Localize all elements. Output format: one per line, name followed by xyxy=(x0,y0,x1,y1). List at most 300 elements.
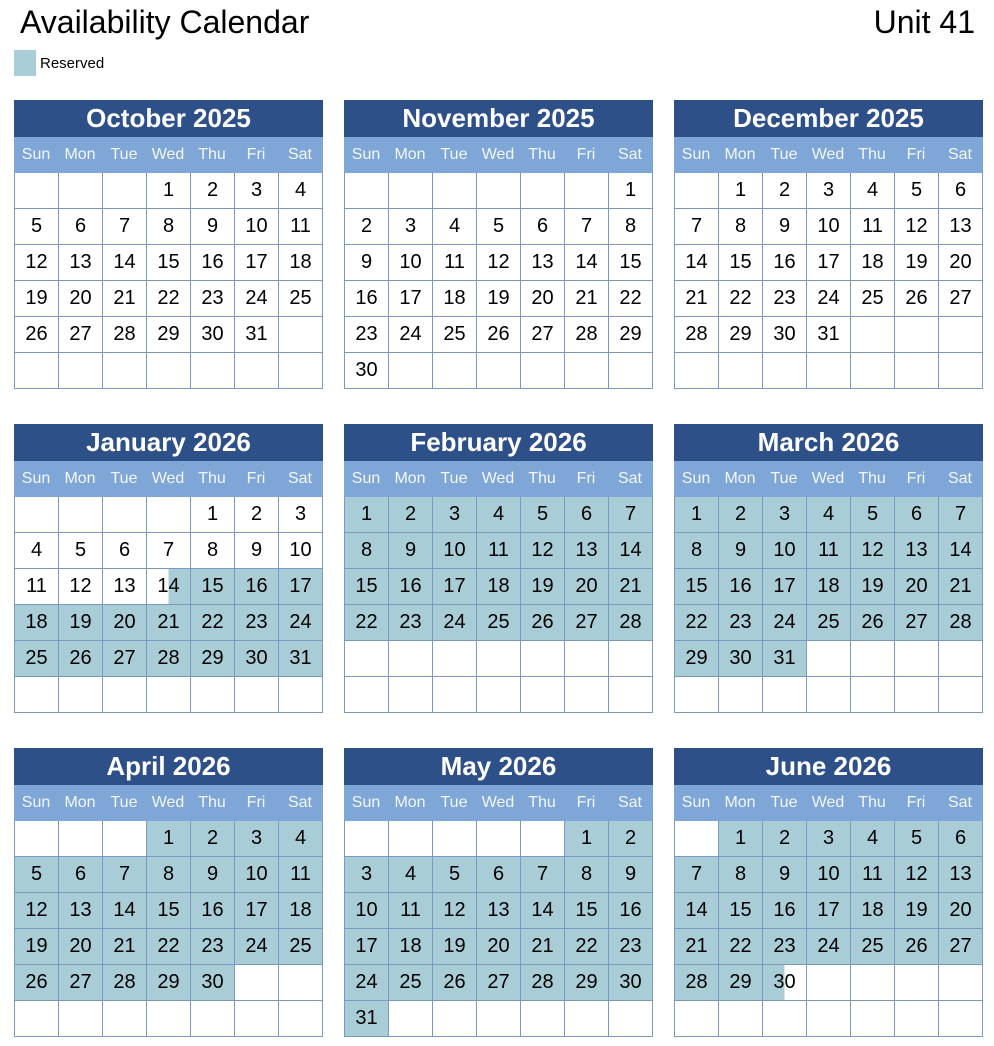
day-cell: 8 xyxy=(565,857,609,893)
weekday-label: Thu xyxy=(528,146,556,163)
day-cell: 5 xyxy=(433,857,477,893)
weekday-label: Sat xyxy=(947,470,972,487)
day-cell: 17 xyxy=(807,245,851,281)
empty-cell xyxy=(15,353,59,389)
day-cell: 19 xyxy=(895,893,939,929)
day-cell: 25 xyxy=(807,605,851,641)
weekday-header xyxy=(14,785,323,821)
weekday-header xyxy=(674,785,983,821)
day-cell: 19 xyxy=(15,929,59,965)
day-cell: 3 xyxy=(763,497,807,533)
day-cell: 9 xyxy=(719,533,763,569)
day-cell: 3 xyxy=(235,821,279,857)
empty-cell xyxy=(147,353,191,389)
day-grid xyxy=(344,173,653,389)
day-cell: 28 xyxy=(675,965,719,1001)
day-cell: 23 xyxy=(345,317,389,353)
day-cell: 8 xyxy=(609,209,653,245)
empty-cell xyxy=(147,1001,191,1037)
day-cell: 26 xyxy=(59,641,103,677)
weekday-label: Sat xyxy=(287,146,312,163)
empty-cell xyxy=(59,821,103,857)
empty-cell xyxy=(939,677,983,713)
day-cell: 25 xyxy=(851,929,895,965)
empty-cell xyxy=(609,641,653,677)
day-cell: 5 xyxy=(851,497,895,533)
day-cell: 16 xyxy=(609,893,653,929)
day-cell: 9 xyxy=(345,245,389,281)
day-cell: 12 xyxy=(851,533,895,569)
day-cell: 27 xyxy=(103,641,147,677)
weekday-header xyxy=(344,137,653,173)
day-cell: 28 xyxy=(565,317,609,353)
day-cell: 18 xyxy=(807,569,851,605)
empty-cell xyxy=(103,1001,147,1037)
day-cell: 18 xyxy=(477,569,521,605)
empty-cell xyxy=(59,1001,103,1037)
day-cell: 28 xyxy=(939,605,983,641)
weekday-label: Sun xyxy=(681,470,711,487)
day-cell: 12 xyxy=(895,857,939,893)
empty-cell xyxy=(675,353,719,389)
weekday-label: Thu xyxy=(528,794,556,811)
day-cell: 20 xyxy=(59,929,103,965)
day-cell: 30 xyxy=(191,317,235,353)
weekday-label: Fri xyxy=(246,794,266,811)
weekday-label: Thu xyxy=(858,470,886,487)
day-cell: 27 xyxy=(895,605,939,641)
day-cell: 13 xyxy=(521,245,565,281)
month-title: October 2025 xyxy=(14,100,323,137)
day-cell: 10 xyxy=(279,533,323,569)
day-cell: 4 xyxy=(433,209,477,245)
day-cell: 13 xyxy=(103,569,147,605)
day-cell: 7 xyxy=(675,209,719,245)
empty-cell xyxy=(807,677,851,713)
day-cell: 5 xyxy=(59,533,103,569)
day-cell: 19 xyxy=(477,281,521,317)
month-title: May 2026 xyxy=(344,748,653,785)
empty-cell xyxy=(565,1001,609,1037)
empty-cell xyxy=(719,353,763,389)
weekday-label: Fri xyxy=(246,470,266,487)
empty-cell xyxy=(939,1001,983,1037)
empty-cell xyxy=(345,641,389,677)
weekday-header xyxy=(14,137,323,173)
day-cell: 17 xyxy=(235,245,279,281)
day-cell: 3 xyxy=(807,173,851,209)
day-cell: 11 xyxy=(279,209,323,245)
day-cell: 15 xyxy=(147,245,191,281)
weekday-label: Wed xyxy=(811,794,845,811)
day-cell: 8 xyxy=(675,533,719,569)
day-cell: 26 xyxy=(851,605,895,641)
day-cell: 5 xyxy=(895,173,939,209)
day-cell: 27 xyxy=(939,281,983,317)
weekday-label: Sun xyxy=(21,470,51,487)
empty-cell xyxy=(59,353,103,389)
day-cell: 25 xyxy=(477,605,521,641)
empty-cell xyxy=(433,641,477,677)
day-cell: 24 xyxy=(345,965,389,1001)
day-cell: 18 xyxy=(389,929,433,965)
day-cell: 14 xyxy=(609,533,653,569)
day-cell: 6 xyxy=(59,857,103,893)
day-cell: 11 xyxy=(433,245,477,281)
day-cell: 1 xyxy=(147,821,191,857)
day-cell: 5 xyxy=(521,497,565,533)
day-cell: 23 xyxy=(763,929,807,965)
day-cell: 8 xyxy=(191,533,235,569)
weekday-label: Tue xyxy=(440,470,468,487)
weekday-header xyxy=(344,461,653,497)
day-cell: 10 xyxy=(433,533,477,569)
empty-cell xyxy=(345,677,389,713)
empty-cell xyxy=(433,353,477,389)
day-cell: 3 xyxy=(235,173,279,209)
day-cell: 16 xyxy=(191,893,235,929)
day-cell: 11 xyxy=(851,209,895,245)
day-cell: 6 xyxy=(103,533,147,569)
empty-cell xyxy=(59,173,103,209)
day-cell: 10 xyxy=(235,857,279,893)
month-calendar xyxy=(674,748,983,1037)
empty-cell xyxy=(103,353,147,389)
day-cell: 1 xyxy=(609,173,653,209)
weekday-label: Thu xyxy=(858,146,886,163)
day-cell: 30 xyxy=(345,353,389,389)
empty-cell xyxy=(807,965,851,1001)
day-cell: 2 xyxy=(609,821,653,857)
day-cell: 20 xyxy=(895,569,939,605)
day-cell: 15 xyxy=(565,893,609,929)
day-cell: 16 xyxy=(763,245,807,281)
weekday-label: Sat xyxy=(287,470,312,487)
empty-cell xyxy=(609,677,653,713)
day-cell: 27 xyxy=(565,605,609,641)
day-cell: 24 xyxy=(389,317,433,353)
weekday-label: Fri xyxy=(906,794,926,811)
day-cell: 7 xyxy=(521,857,565,893)
empty-cell xyxy=(103,821,147,857)
empty-cell xyxy=(191,1001,235,1037)
day-cell: 27 xyxy=(59,317,103,353)
day-cell: 25 xyxy=(389,965,433,1001)
empty-cell xyxy=(477,677,521,713)
month-calendar xyxy=(674,100,983,389)
day-cell: 24 xyxy=(807,281,851,317)
day-cell: 18 xyxy=(851,245,895,281)
empty-cell xyxy=(389,641,433,677)
day-cell: 31 xyxy=(345,1001,389,1037)
empty-cell xyxy=(477,641,521,677)
empty-cell xyxy=(345,173,389,209)
empty-cell xyxy=(59,497,103,533)
empty-cell xyxy=(675,1001,719,1037)
day-cell: 20 xyxy=(521,281,565,317)
weekday-header xyxy=(14,461,323,497)
day-cell: 19 xyxy=(851,569,895,605)
day-cell: 8 xyxy=(147,209,191,245)
day-cell: 21 xyxy=(521,929,565,965)
day-cell: 7 xyxy=(565,209,609,245)
day-cell: 30 xyxy=(719,641,763,677)
day-cell: 17 xyxy=(345,929,389,965)
day-cell: 11 xyxy=(477,533,521,569)
day-cell: 21 xyxy=(103,929,147,965)
day-cell: 23 xyxy=(191,281,235,317)
empty-cell xyxy=(15,821,59,857)
day-cell: 12 xyxy=(895,209,939,245)
empty-cell xyxy=(807,353,851,389)
day-cell: 10 xyxy=(807,857,851,893)
day-cell: 18 xyxy=(279,893,323,929)
day-cell: 11 xyxy=(851,857,895,893)
empty-cell xyxy=(895,1001,939,1037)
day-cell: 17 xyxy=(807,893,851,929)
day-cell: 26 xyxy=(477,317,521,353)
day-cell: 24 xyxy=(279,605,323,641)
month-title: March 2026 xyxy=(674,424,983,461)
empty-cell xyxy=(103,173,147,209)
weekday-label: Mon xyxy=(64,146,96,163)
legend-label: Reserved xyxy=(40,54,105,72)
weekday-label: Wed xyxy=(151,146,185,163)
weekday-label: Tue xyxy=(770,146,798,163)
empty-cell xyxy=(565,677,609,713)
empty-cell xyxy=(939,353,983,389)
day-cell: 25 xyxy=(433,317,477,353)
day-cell: 9 xyxy=(763,857,807,893)
day-cell: 20 xyxy=(939,893,983,929)
weekday-label: Fri xyxy=(906,146,926,163)
day-grid xyxy=(674,497,983,713)
empty-cell xyxy=(433,1001,477,1037)
day-cell: 10 xyxy=(345,893,389,929)
day-cell: 2 xyxy=(345,209,389,245)
day-cell: 9 xyxy=(763,209,807,245)
empty-cell xyxy=(675,173,719,209)
empty-cell xyxy=(565,353,609,389)
day-cell: 16 xyxy=(191,245,235,281)
empty-cell xyxy=(389,1001,433,1037)
empty-cell xyxy=(279,677,323,713)
day-cell: 16 xyxy=(235,569,279,605)
day-cell: 6 xyxy=(521,209,565,245)
month-title: January 2026 xyxy=(14,424,323,461)
weekday-label: Sun xyxy=(681,146,711,163)
empty-cell xyxy=(851,641,895,677)
day-cell: 13 xyxy=(895,533,939,569)
empty-cell xyxy=(895,641,939,677)
weekday-label: Fri xyxy=(906,470,926,487)
day-cell: 31 xyxy=(279,641,323,677)
day-cell: 2 xyxy=(235,497,279,533)
month-title: February 2026 xyxy=(344,424,653,461)
month-calendar xyxy=(14,424,323,713)
weekday-label: Fri xyxy=(576,470,596,487)
day-cell: 21 xyxy=(147,605,191,641)
day-grid xyxy=(14,497,323,713)
weekday-label: Wed xyxy=(481,146,515,163)
empty-cell xyxy=(191,353,235,389)
day-cell: 30 xyxy=(191,965,235,1001)
empty-cell xyxy=(939,641,983,677)
weekday-label: Mon xyxy=(394,794,426,811)
reserved-swatch xyxy=(14,50,36,76)
empty-cell xyxy=(477,353,521,389)
day-cell: 20 xyxy=(59,281,103,317)
weekday-label: Mon xyxy=(724,794,756,811)
empty-cell xyxy=(279,353,323,389)
weekday-label: Sun xyxy=(21,794,51,811)
day-cell: 14 xyxy=(147,569,191,605)
unit-label: Unit 41 xyxy=(873,4,975,40)
day-cell: 19 xyxy=(59,605,103,641)
weekday-header xyxy=(344,785,653,821)
day-cell: 21 xyxy=(675,929,719,965)
day-cell: 13 xyxy=(939,857,983,893)
day-cell: 4 xyxy=(15,533,59,569)
day-cell: 1 xyxy=(565,821,609,857)
empty-cell xyxy=(389,821,433,857)
day-cell: 29 xyxy=(609,317,653,353)
day-cell: 5 xyxy=(15,857,59,893)
month-calendar xyxy=(674,424,983,713)
day-cell: 14 xyxy=(103,245,147,281)
day-cell: 14 xyxy=(521,893,565,929)
day-cell: 2 xyxy=(719,497,763,533)
weekday-label: Wed xyxy=(811,470,845,487)
weekday-label: Sat xyxy=(287,794,312,811)
day-cell: 30 xyxy=(235,641,279,677)
day-cell: 5 xyxy=(15,209,59,245)
empty-cell xyxy=(807,641,851,677)
day-cell: 1 xyxy=(191,497,235,533)
day-cell: 13 xyxy=(59,245,103,281)
empty-cell xyxy=(433,821,477,857)
day-cell: 1 xyxy=(345,497,389,533)
day-cell: 17 xyxy=(389,281,433,317)
day-cell: 20 xyxy=(103,605,147,641)
weekday-header xyxy=(674,461,983,497)
empty-cell xyxy=(15,677,59,713)
day-cell: 26 xyxy=(433,965,477,1001)
day-cell: 10 xyxy=(235,209,279,245)
day-cell: 6 xyxy=(895,497,939,533)
weekday-label: Sat xyxy=(947,146,972,163)
weekday-label: Tue xyxy=(110,470,138,487)
day-cell: 28 xyxy=(675,317,719,353)
empty-cell xyxy=(279,317,323,353)
day-cell: 27 xyxy=(521,317,565,353)
empty-cell xyxy=(433,677,477,713)
weekday-label: Thu xyxy=(198,470,226,487)
day-cell: 3 xyxy=(345,857,389,893)
day-cell: 9 xyxy=(191,209,235,245)
day-cell: 9 xyxy=(235,533,279,569)
day-cell: 29 xyxy=(719,317,763,353)
weekday-label: Wed xyxy=(811,146,845,163)
empty-cell xyxy=(895,317,939,353)
empty-cell xyxy=(59,677,103,713)
day-cell: 25 xyxy=(851,281,895,317)
day-cell: 29 xyxy=(147,317,191,353)
day-cell: 30 xyxy=(763,317,807,353)
day-cell: 21 xyxy=(609,569,653,605)
weekday-label: Tue xyxy=(110,794,138,811)
day-cell: 6 xyxy=(477,857,521,893)
day-cell: 3 xyxy=(807,821,851,857)
day-cell: 6 xyxy=(59,209,103,245)
weekday-label: Wed xyxy=(151,470,185,487)
day-cell: 26 xyxy=(521,605,565,641)
day-cell: 2 xyxy=(191,821,235,857)
empty-cell xyxy=(147,677,191,713)
day-cell: 28 xyxy=(609,605,653,641)
empty-cell xyxy=(851,353,895,389)
weekday-label: Sat xyxy=(617,794,642,811)
day-cell: 1 xyxy=(147,173,191,209)
empty-cell xyxy=(191,677,235,713)
weekday-label: Sun xyxy=(351,146,381,163)
day-cell: 23 xyxy=(719,605,763,641)
empty-cell xyxy=(345,821,389,857)
day-cell: 28 xyxy=(521,965,565,1001)
empty-cell xyxy=(15,173,59,209)
page-title: Availability Calendar xyxy=(20,4,310,40)
empty-cell xyxy=(851,1001,895,1037)
day-cell: 22 xyxy=(675,605,719,641)
weekday-label: Thu xyxy=(528,470,556,487)
day-cell: 15 xyxy=(675,569,719,605)
empty-cell xyxy=(521,641,565,677)
day-cell: 19 xyxy=(521,569,565,605)
month-calendar xyxy=(344,424,653,713)
weekday-label: Mon xyxy=(64,794,96,811)
day-cell: 2 xyxy=(191,173,235,209)
day-cell: 23 xyxy=(389,605,433,641)
day-cell: 7 xyxy=(675,857,719,893)
day-cell: 21 xyxy=(103,281,147,317)
weekday-label: Tue xyxy=(110,146,138,163)
day-grid xyxy=(14,173,323,389)
day-cell: 4 xyxy=(477,497,521,533)
day-cell: 13 xyxy=(565,533,609,569)
empty-cell xyxy=(103,677,147,713)
day-cell: 9 xyxy=(191,857,235,893)
day-cell: 19 xyxy=(433,929,477,965)
day-cell: 15 xyxy=(345,569,389,605)
weekday-label: Mon xyxy=(724,146,756,163)
month-title: December 2025 xyxy=(674,100,983,137)
day-cell: 9 xyxy=(609,857,653,893)
day-cell: 21 xyxy=(675,281,719,317)
day-cell: 16 xyxy=(345,281,389,317)
day-cell: 15 xyxy=(147,893,191,929)
day-cell: 12 xyxy=(433,893,477,929)
weekday-label: Sat xyxy=(947,794,972,811)
empty-cell xyxy=(895,965,939,1001)
day-cell: 24 xyxy=(763,605,807,641)
day-cell: 17 xyxy=(279,569,323,605)
day-cell: 21 xyxy=(565,281,609,317)
day-grid xyxy=(674,821,983,1037)
day-cell: 15 xyxy=(191,569,235,605)
day-cell: 19 xyxy=(15,281,59,317)
day-cell: 13 xyxy=(939,209,983,245)
day-grid xyxy=(344,821,653,1037)
